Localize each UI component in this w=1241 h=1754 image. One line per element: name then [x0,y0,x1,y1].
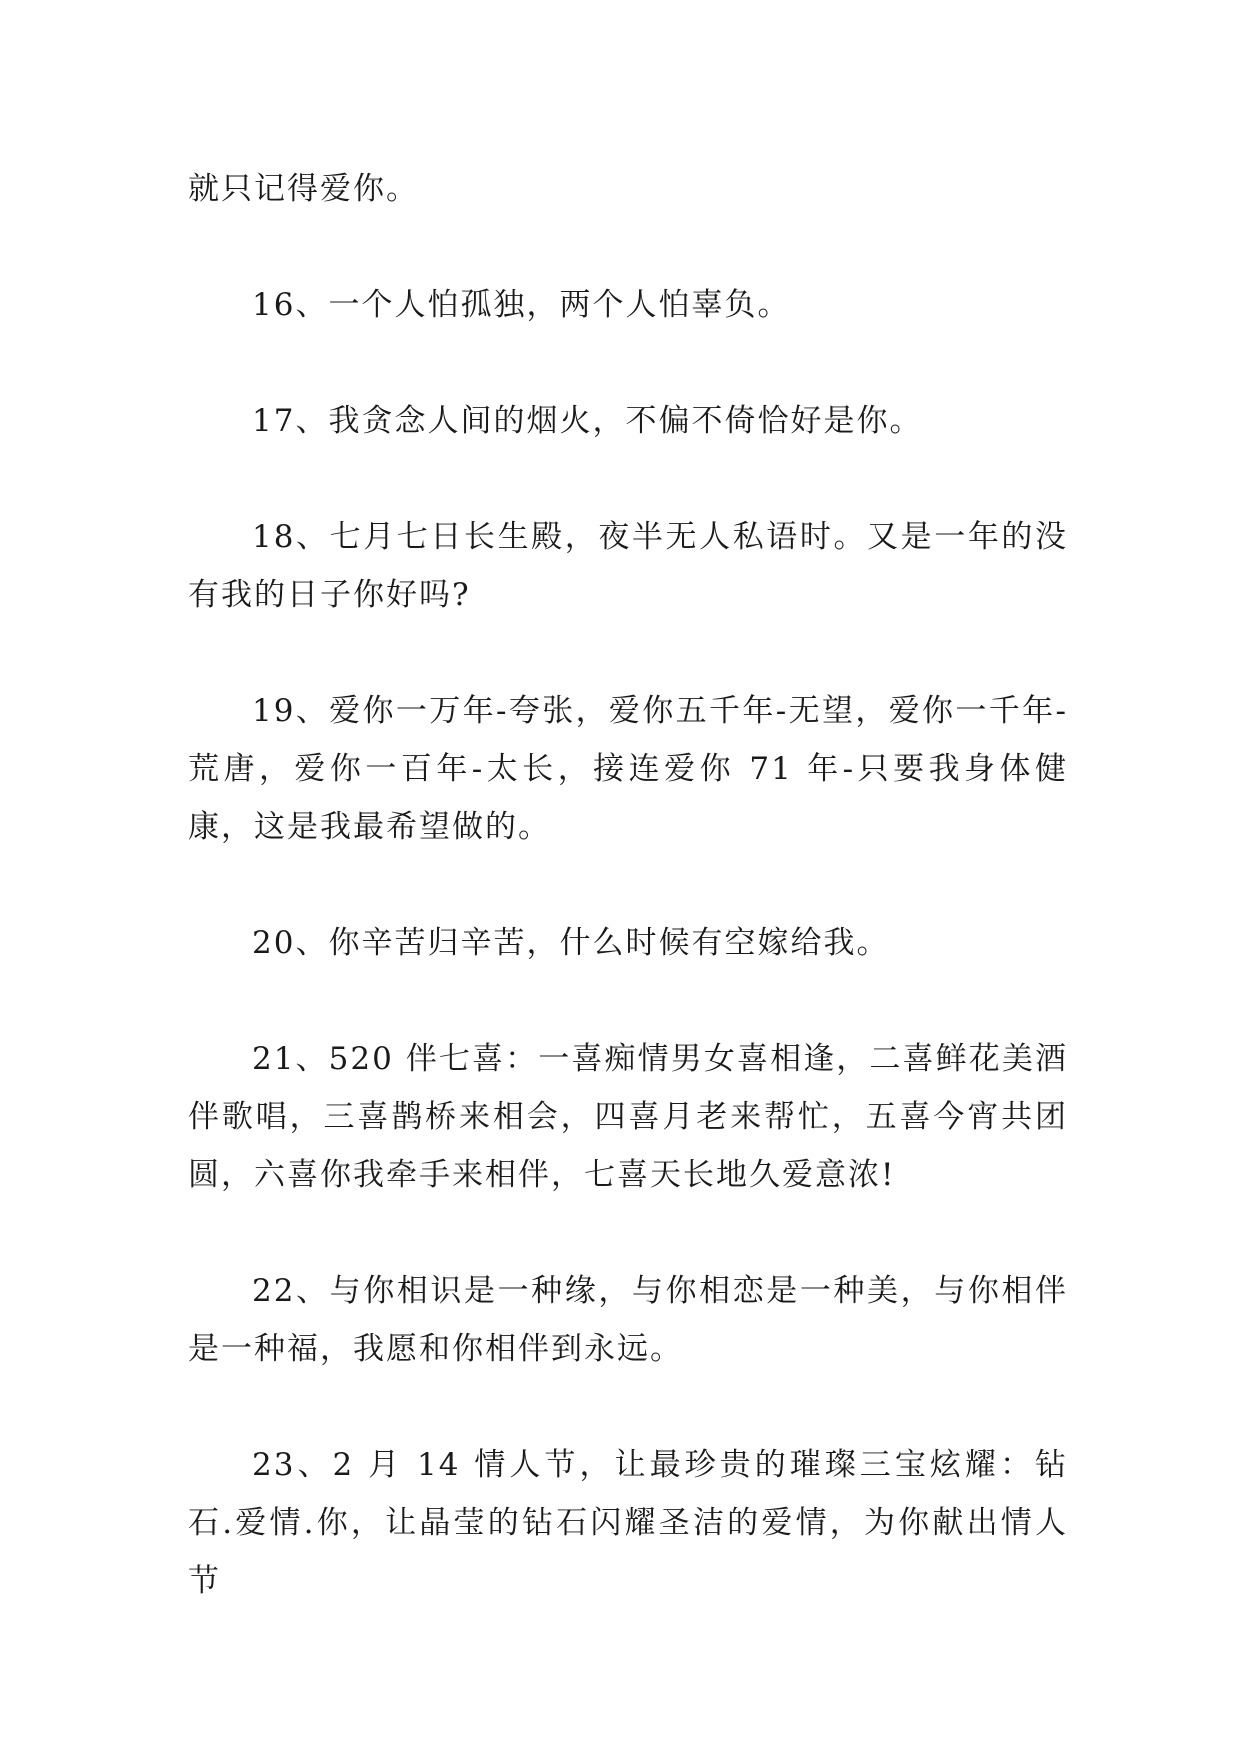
paragraph-continuation: 就只记得爱你。 [188,171,419,207]
paragraph-22: 22、与你相识是一种缘，与你相恋是一种美，与你相伴是一种福，我愿和你相伴到永远。 [188,1273,1068,1367]
paragraph-20: 20、你辛苦归辛苦，什么时候有空嫁给我。 [252,925,890,961]
paragraph-23: 23、2 月 14 情人节，让最珍贵的璀璨三宝炫耀：钻石.爱情.你，让晶莹的钻石闪耀圣洁的爱情，为你献出情人节 [188,1447,1068,1599]
paragraph-21: 21、520 伴七喜：一喜痴情男女喜相逢，二喜鲜花美酒伴歌唱，三喜鹊桥来相会，四喜月老来帮忙，五喜今宵共团圆，六喜你我牵手来相伴，七喜天长地久爱意浓! [188,1041,1068,1193]
paragraph-17: 17、我贪念人间的烟火，不偏不倚恰好是你。 [252,403,923,439]
paragraph-16: 16、一个人怕孤独，两个人怕辜负。 [252,287,791,323]
paragraph-18: 18、七月七日长生殿，夜半无人私语时。又是一年的没有我的日子你好吗? [188,519,1068,613]
paragraph-19: 19、爱你一万年-夸张，爱你五千年-无望，爱你一千年-荒唐，爱你一百年-太长，接连爱你 71 年-只要我身体健康，这是我最希望做的。 [188,693,1068,845]
document-body [188,160,1068,1668]
